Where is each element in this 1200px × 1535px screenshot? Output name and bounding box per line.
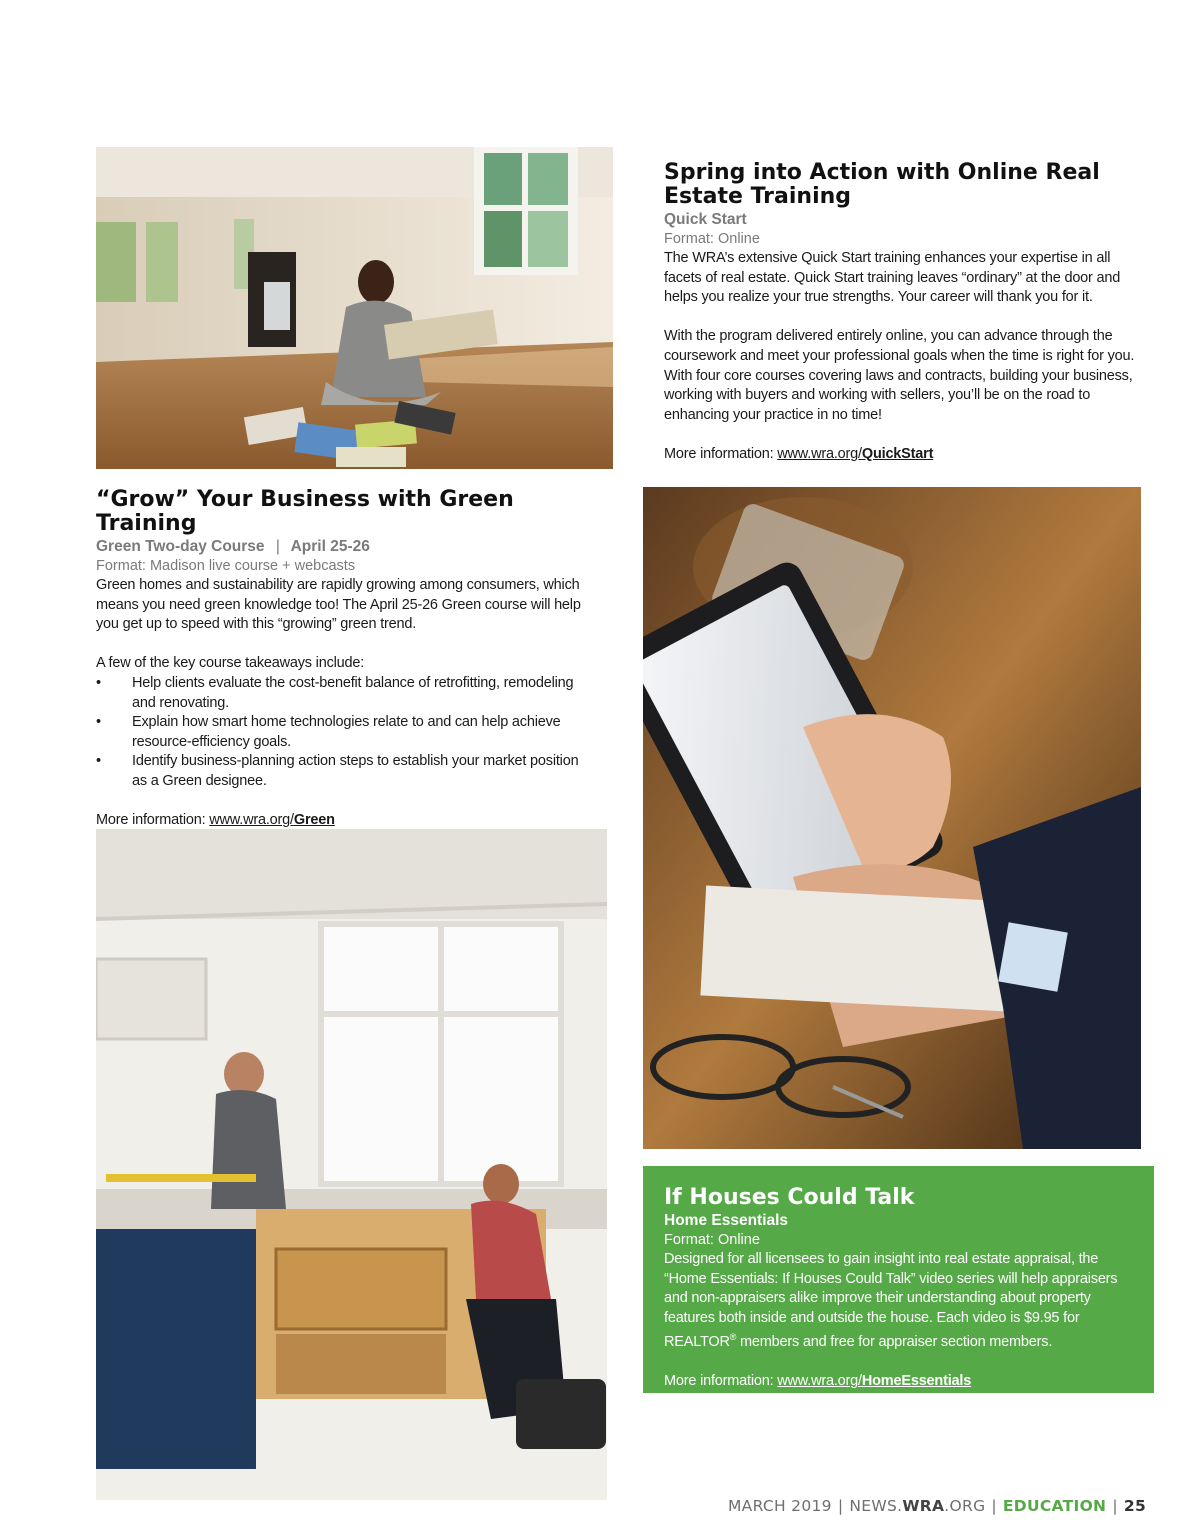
quickstart-link[interactable]: www.wra.org/QuickStart (777, 445, 934, 462)
green-list-intro: A few of the key course takeaways include: (96, 655, 365, 672)
home-essentials-more-label: More information: (664, 1373, 778, 1390)
quickstart-article (664, 161, 1136, 465)
woman-empty-room-photo (96, 147, 613, 469)
green-subtitle (96, 537, 596, 557)
bullet-icon: • (96, 674, 101, 691)
list-item: • Help clients evaluate the cost-benefit balance of retrofitting, remodeling and renovating. (96, 674, 574, 711)
home-essentials-box (643, 1166, 1154, 1393)
footer-separator: | (837, 1497, 844, 1515)
footer-separator: | (1112, 1497, 1118, 1515)
quickstart-more-label: More information: (664, 445, 778, 462)
green-format: Format: Madison live course + webcasts (96, 558, 356, 574)
tablet-hands-photo (643, 487, 1141, 1149)
home-essentials-subtitle: Home Essentials (664, 1212, 789, 1229)
bullet-icon: • (96, 753, 101, 770)
list-item: • Identify business-planning action steps to establish your market position as a Green designee. (96, 753, 579, 789)
footer-section: EDUCATION (1002, 1497, 1107, 1515)
home-essentials-paragraph: Designed for all licensees to gain insight into real estate appraisal, the “Home Essentials: If Houses Could Talk” video series will help appraisers and non-appraisers alike improve their understanding about property features both inside and outside the house. Each video is $9.95 for REALTOR® members and free for appraiser section members. (664, 1251, 1118, 1351)
green-course-name: Green Two-day Course (96, 538, 265, 555)
green-paragraph-1: Green homes and sustainability are rapidly growing among consumers, which means you need green knowledge too! The April 25-26 Green course will help you get up to speed with this “growing” green trend. (96, 577, 581, 633)
home-essentials-title: If Houses Could Talk (664, 1185, 915, 1210)
green-title: “Grow” Your Business with Green Training (96, 487, 514, 536)
green-article (96, 488, 596, 831)
footer-separator: | (991, 1497, 997, 1515)
home-essentials-link[interactable]: www.wra.org/HomeEssentials (777, 1373, 972, 1390)
bullet-icon: • (96, 714, 101, 731)
list-item: • Explain how smart home technologies relate to and can help achieve resource-efficiency goals. (96, 714, 561, 750)
registered-mark: ® (729, 1332, 737, 1343)
quickstart-more-info (664, 445, 1136, 465)
green-link[interactable]: www.wra.org/Green (209, 812, 335, 829)
kitchen-remodel-photo (96, 829, 607, 1500)
page-footer (728, 1497, 1146, 1515)
green-takeaways-list (96, 674, 596, 792)
quickstart-format: Format: Online (664, 231, 760, 247)
quickstart-title: Spring into Action with Online Real Estate Training (664, 160, 1100, 209)
quickstart-subtitle: Quick Start (664, 211, 747, 228)
green-more-info (96, 811, 596, 831)
home-essentials-more-info (664, 1372, 1134, 1392)
quickstart-paragraph-2: With the program delivered entirely online, you can advance through the coursework and meet your professional goals when the time is right for you. With four core courses covering laws and contracts, building your business, working with buyers and working with sellers, you’ll be on the road to enhancing your practice in no time! (664, 328, 1135, 423)
page-number: 25 (1123, 1497, 1147, 1515)
footer-month: MARCH 2019 (728, 1497, 832, 1515)
quickstart-paragraph-1: The WRA’s extensive Quick Start training enhances your expertise in all facets of real estate. Quick Start training leaves “ordinary” at the door and helps you realize your true strengths. Your career will thank you for it. (664, 250, 1121, 306)
home-essentials-format: Format: Online (664, 1232, 760, 1248)
green-course-dates: April 25-26 (290, 538, 370, 555)
green-subtitle-separator: | (275, 538, 280, 555)
green-more-label: More information: (96, 812, 210, 829)
footer-site[interactable]: NEWS.WRA.ORG (849, 1497, 986, 1515)
